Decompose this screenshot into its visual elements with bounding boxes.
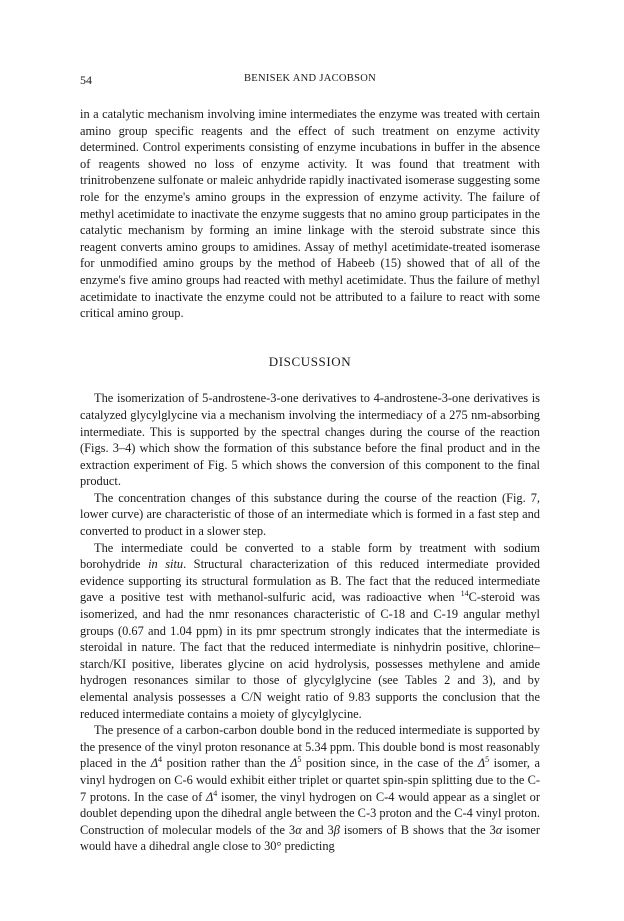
running-head: BENISEK AND JACOBSON [243, 73, 376, 84]
text-run: isomers of B shows that the 3 [339, 822, 496, 837]
beta-symbol: β [333, 822, 340, 837]
italic-in-situ: in situ [148, 557, 184, 572]
text-run: and 3 [301, 822, 334, 837]
alpha-symbol: α [495, 822, 503, 837]
text-run: The presence of a carbon-carbon double bond in the reduced intermediate is supported by the presence of the vinyl proton resonance at 5.34 ppm. This double bond is most reasonably placed in the [80, 723, 540, 771]
alpha-symbol: α [295, 822, 302, 837]
discussion-paragraph-3 [80, 540, 540, 723]
delta-superscript: 4 [158, 755, 163, 765]
text-run: isomer would have a dihedral angle close to 30° predicting [80, 822, 540, 854]
section-heading-discussion: DISCUSSION [268, 353, 352, 369]
page-header [80, 73, 540, 89]
body-text [80, 106, 540, 855]
text-run: position since, in the case of the [301, 756, 478, 771]
text-run: isomer, the vinyl hydrogen on C-4 would appear as a singlet or doublet depending upon the dihedral angle between the C-3 proton and the C-4 vinyl proton. Construction of molecular models of the 3 [80, 789, 541, 837]
discussion-paragraph-1: The isomerization of 5-androstene-3-one derivatives to 4-androstene-3-one derivatives is catalyzed glycylglycine via a mechanism involving the intermediacy of a 275 nm-absorbing intermediate. This is supported by the spectral changes during the course of the reaction (Figs. 3–4) which show the formation of this substance before the final product and in the extraction experiment of Fig. 5 which shows the conversion of this component to the final product. [80, 391, 540, 489]
delta-symbol: Δ [206, 789, 214, 804]
text-run: . Structural characterization of this reduced intermediate provided evidence supporting its structural formulation as B. The fact that the reduced intermediate gave a positive test with methanol-sulfuric acid, was radioactive when [80, 557, 540, 605]
discussion-paragraph-2: The concentration changes of this substance during the course of the reaction (Fig. 7, lower curve) are characteristic of those of an intermediate which is formed in a fast step and converted to product in a slower step. [80, 490, 540, 539]
delta-superscript: 5 [297, 755, 302, 765]
delta-symbol: Δ [150, 756, 159, 771]
text-run: The intermediate could be converted to a stable form by treatment with sodium borohydride [80, 540, 540, 572]
page-number: 54 [80, 73, 92, 87]
isotope-superscript: 14 [460, 589, 469, 599]
delta-symbol: Δ [477, 756, 486, 771]
text-run: position rather than the [162, 756, 291, 771]
text-run: C-steroid was isomerized, and had the nmr resonances characteristic of C-18 and C-19 angular methyl groups (0.67 and 1.04 ppm) in its pmr spectrum strongly indicates that the intermediate is steroidal in nature. The fact that the reduced intermediate is ninhydrin positive, chlorine–starch/KI positive, liberates glycine on acid hydrolysis, possesses methylene and amide hydrogen resonances similar to those of glycylglycine (see Tables 2 and 3), and by elemental analysis possesses a C/N weight ratio of 9.83 supports the conclusion that the reduced intermediate contains a moiety of glycylglycine. [80, 590, 540, 721]
results-paragraph: in a catalytic mechanism involving imine intermediates the enzyme was treated with certain amino group specific reagents and the effect of such treatment on enzyme activity determined. Control experiments consisting of enzyme incubations in buffer in the absence of reagents showed no loss of enzyme activity. It was found that treatment with trinitrobenzene sulfonate or maleic anhydride rapidly inactivated isomerase suggesting some role for the enzyme's amino groups in the expression of enzyme activity. The failure of methyl acetimidate to inactivate the enzyme suggests that no amino group participates in the catalytic mechanism by forming an imine linkage with the steroid substrate since this reagent converts amino groups to amidines. Assay of methyl acetimidate-treated isomerase for unmodified amino groups by the method of Habeeb (15) showed that of all of the enzyme's five amino groups had reacted with methyl acetimidate. Thus the failure of methyl acetimidate to inactivate the enzyme could not be attributed to a failure to react with some critical amino group. [80, 107, 540, 321]
discussion-paragraph-4 [80, 722, 540, 855]
delta-superscript: 5 [485, 755, 490, 765]
text-run: isomer, a vinyl hydrogen on C-6 would exhibit either triplet or quartet spin-spin splitting due to the C-7 protons. In the case of [80, 756, 540, 804]
delta-symbol: Δ [290, 756, 298, 771]
delta-superscript: 4 [213, 788, 218, 798]
